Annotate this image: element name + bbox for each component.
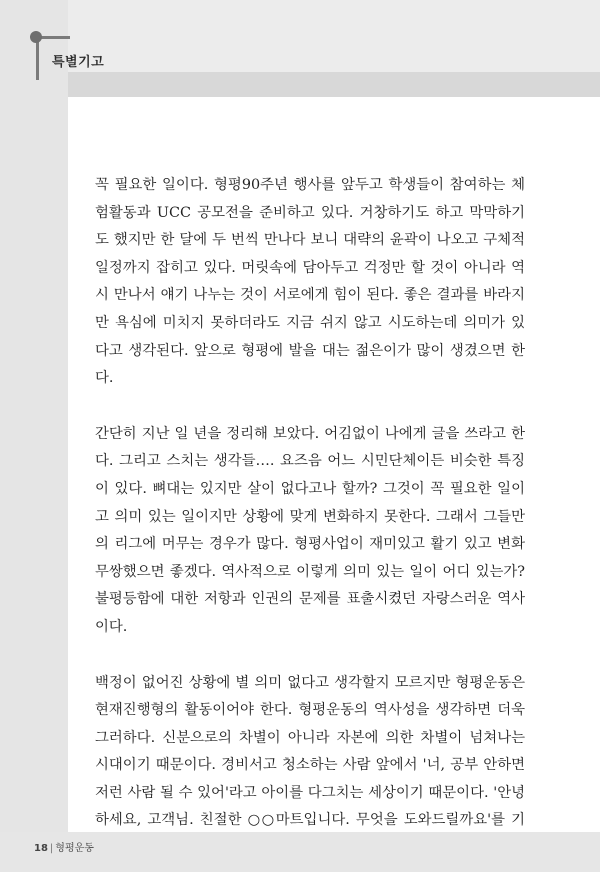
page-footer (34, 839, 94, 854)
publication-name: 형평운동 (55, 843, 94, 854)
left-margin-strip (0, 0, 68, 872)
section-label: 특별기고 (52, 55, 105, 70)
footer-separator: | (49, 843, 54, 854)
paragraph-2: 간단히 지난 일 년을 정리해 보았다. 어김없이 나에게 글을 쓰라고 한다. 그리고 스치는 생각들…. 요즈음 어느 시민단체이든 비슷한 특징이 있다. 뼈대는 있지만 살이 없다고나 할까? 그것이 꼭 필요한 일이고 의미 있는 일이지만 상황에 맞게 변화하지 못한다. 그래서 그들만의 리그에 머무는 경우가 많다. 형평사업이 재미있고 활기 있고 변화무쌍했으면 좋겠다. 역사적으로 이렇게 의미 있는 일이 어디 있는가? 불평등함에 대한 저항과 인권의 문제를 표출시켰던 자랑스러운 역사이다. (95, 425, 525, 635)
page-number: 18 (34, 843, 48, 854)
paragraph-1: 꼭 필요한 일이다. 형평90주년 행사를 앞두고 학생들이 참여하는 체험활동과 UCC 공모전을 준비하고 있다. 거창하기도 하고 막막하기도 했지만 한 달에 두 번씩 만나다 보니 대략의 윤곽이 나오고 구체적 일정까지 잡히고 있다. 머릿속에 담아두고 걱정만 할 것이 아니라 역시 만나서 얘기 나누는 것이 서로에게 힘이 된다. 좋은 결과를 바라지만 욕심에 미치지 못하더라도 지금 쉬지 않고 시도하는데 의미가 있다고 생각된다. 앞으로 형평에 발을 대는 젊은이가 많이 생겼으면 한다. (95, 177, 525, 387)
article-body (95, 172, 525, 863)
paragraph-3: 백정이 없어진 상황에 별 의미 없다고 생각할지 모르지만 형평운동은 현재진행형의 활동이어야 한다. 형평운동의 역사성을 생각하면 더욱 그러하다. 신분으로의 차별이 아니라 자본에 의한 차별이 넘쳐나는 시대이기 때문이다. 경비서고 청소하는 사람 앞에서 '너, 공부 안하면 저런 사람 될 수 있어'라고 아이를 다그치는 세상이기 때문이다. '안녕하세요, 고객님. 친절한 ○○마트입니다. 무엇을 도와드릴까요'를 기 (95, 674, 525, 829)
bracket-dot-decoration (30, 31, 42, 43)
